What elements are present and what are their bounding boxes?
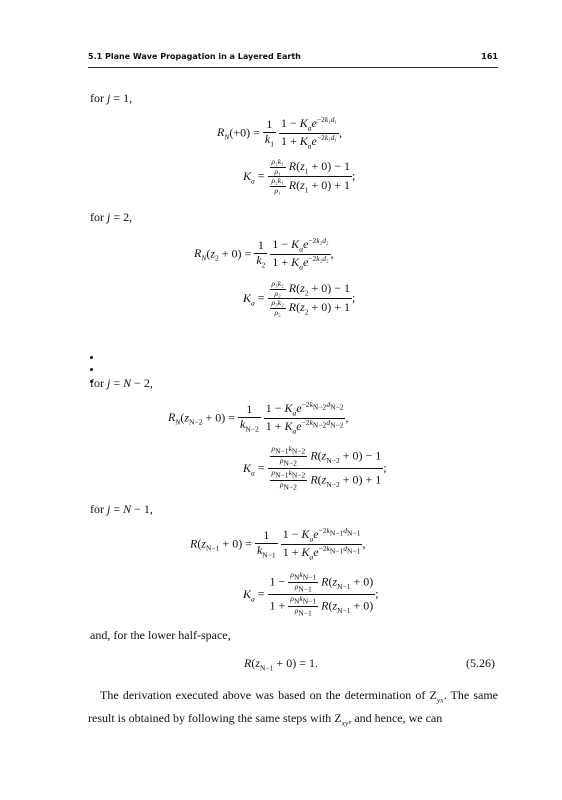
paragraph-line-1: The derivation executed above was based on the determination of Z [100,688,437,702]
case-label-j1: for j = 1, [90,91,133,105]
equation-ka-j2: $K_a$ = $\frac{\text{ρ₃k₂}}{\text{ρ₂}}$ $R(z_2 + 0) - 1$ $\frac{\text{ρ₃k₂}}{\text{ρ₂}}$ $R(z_2 + 0) + 1$ ; [243,279,356,317]
case-label-jn1: for j = N − 1, [90,502,153,516]
header-rule [88,67,498,68]
equation-rn-z2: $R_N(z_2 + 0)$ = $\frac{1}{k_2}$ $\frac{1 - K_ae^{-2k_2d_2}}{1 + K_ae^{-2k_2d_2}}$ , [194,236,334,272]
body-paragraph: The derivation executed above was based on the determination of $Z_{yx}$. The same result is obtained by following the same steps with $Z_{xy}$, and hence, we can [88,688,498,728]
paragraph-line-2: same result is obtained by following the same steps with Z [88,688,498,726]
equation-rn-plus0: $R_N(+0)$ = $\frac{1}{k_1}$ $\frac{1 - K_ae^{-2k_1d_1}}{1 + K_ae^{-2k_1d_1}}$ , [217,115,343,151]
paragraph-line-3: , and hence, we can [348,711,443,726]
page-number: 161 [481,52,498,61]
equation-ka-jn1: $K_a$ = 1 − $\frac{\rho_Nk_{N-1}}{\rho_{N-1}}$ $R(z_{N-1} + 0)$ 1 + $\frac{\rho_Nk_{N-1}}{\rho_{N-1}}$ $R(z_{N-1} + 0)$ ; [243,570,379,618]
ellipsis-dot [90,368,93,371]
ellipsis-dot [90,356,93,359]
lower-half-space-text: and, for the lower half-space, [90,628,231,642]
case-label-j2: for j = 2, [90,210,133,224]
equation-ka-jn2: $K_a$ = $\frac{\rho_{N-1}k_{N-2}}{\rho_{N-2}}$ $R(z_{N-2} + 0) - 1$ $\frac{\rho_{N-1}k_{N-2}}{\rho_{N-2}}$ $R(z_{N-2} + 0) + 1$ ; [243,444,387,492]
case-label-jn2: for j = N − 2, [90,376,153,390]
equation-r-zn1: $R(z_{N-1} + 0)$ = $\frac{1}{k_{N-1}}$ $\frac{1 - K_ae^{-2k_{N-1}d_{N-1}}}{1 + K_ae^{-2k_{N-1}d_{N-1}}}$ , [190,526,366,562]
section-title: 5.1 Plane Wave Propagation in a Layered Earth [88,52,301,61]
equation-rn-zn2: $R_N(z_{N-2} + 0)$ = $\frac{1}{k_{N-2}}$ $\frac{1 - K_ae^{-2k_{N-2}d_{N-2}}}{1 + K_ae^{-2k_{N-2}d_{N-2}}}$ , [168,400,349,436]
running-header [88,52,498,66]
equation-number: (5.26) [466,656,495,670]
equation-ka-j1: $K_a$ = $\frac{\text{ρ₂k₁}}{\text{ρ₁}}$ $R(z_1 + 0) - 1$ $\frac{\text{ρ₂k₁}}{\text{ρ₁}}$ $R(z_1 + 0) + 1$ ; [243,157,356,195]
eq-526-subscript: N−1 [260,663,274,673]
equation-5-26: $R(z_{N-1} + 0) = 1$. [244,656,318,673]
